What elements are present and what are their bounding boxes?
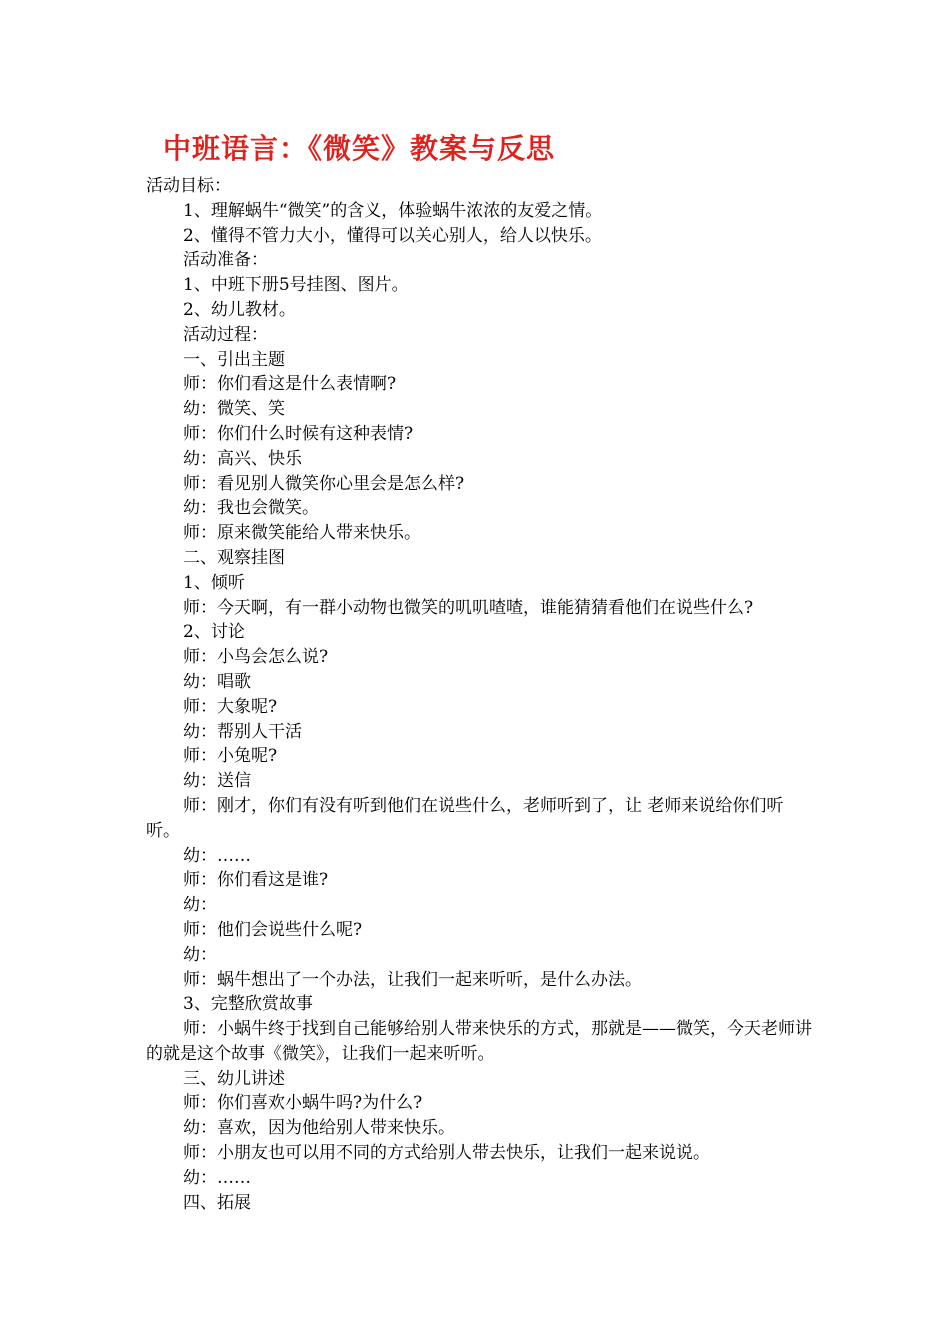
text-line: 师：你们什么时候有这种表情? bbox=[183, 423, 414, 444]
text-line: 活动过程： bbox=[183, 324, 268, 345]
text-line: 师：你们看这是谁? bbox=[183, 870, 329, 891]
text-line: 师：看见别人微笑你心里会是怎么样? bbox=[183, 473, 465, 494]
text-line: 幼：送信 bbox=[183, 771, 251, 792]
text-line: 师：他们会说些什么呢? bbox=[183, 919, 363, 940]
text-line: 幼：我也会微笑。 bbox=[183, 498, 319, 519]
text-line: 活动准备： bbox=[183, 250, 268, 271]
document-title: 中班语言：《微笑》教案与反思 bbox=[163, 132, 556, 165]
text-line: 幼：喜欢，因为他给别人带来快乐。 bbox=[183, 1118, 455, 1139]
text-line: 师：小蜗牛终于找到自己能够给别人带来快乐的方式，那就是——微笑，今天老师讲的就是这个故事《微笑》，让我们一起来听听。 bbox=[146, 1019, 812, 1064]
text-line: 师：你们看这是什么表情啊? bbox=[183, 374, 397, 395]
text-line: 1、倾听 bbox=[183, 572, 245, 593]
text-line: 三、幼儿讲述 bbox=[183, 1068, 285, 1089]
text-line: 幼：帮别人干活 bbox=[183, 721, 302, 742]
text-line: 一、引出主题 bbox=[183, 349, 285, 370]
text-line: 2、讨论 bbox=[183, 622, 245, 643]
text-line: 3、完整欣赏故事 bbox=[183, 994, 313, 1015]
text-line: 幼： bbox=[183, 944, 217, 965]
text-line: 四、拓展 bbox=[183, 1192, 251, 1213]
text-line: 2、懂得不管力大小，懂得可以关心别人，给人以快乐。 bbox=[183, 225, 602, 246]
text-line: 师：大象呢? bbox=[183, 696, 278, 717]
document-body bbox=[146, 174, 814, 1215]
text-line: 二、观察挂图 bbox=[183, 547, 285, 568]
text-line: 师：今天啊，有一群小动物也微笑的叽叽喳喳，谁能猜猜看他们在说些什么? bbox=[183, 597, 754, 618]
text-line: 2、幼儿教材。 bbox=[183, 299, 296, 320]
text-line: 幼：…… bbox=[183, 1167, 251, 1188]
text-line: 师：你们喜欢小蜗牛吗?为什么? bbox=[183, 1093, 423, 1114]
text-line: 活动目标： bbox=[146, 176, 231, 196]
text-line: 师：小鸟会怎么说? bbox=[183, 647, 329, 668]
text-line: 1、中班下册5号挂图、图片。 bbox=[183, 275, 409, 296]
text-line: 幼：高兴、快乐 bbox=[183, 448, 302, 469]
text-line: 师：小兔呢? bbox=[183, 746, 278, 767]
text-line: 师：刚才，你们有没有听到他们在说些什么，老师听到了，让 老师来说给你们听听。 bbox=[146, 795, 784, 841]
text-line: 师：蜗牛想出了一个办法，让我们一起来听听，是什么办法。 bbox=[183, 969, 642, 990]
text-line: 1、理解蜗牛“微笑”的含义，体验蜗牛浓浓的友爱之情。 bbox=[183, 200, 603, 221]
text-line: 幼：微笑、笑 bbox=[183, 399, 285, 420]
text-line: 幼：唱歌 bbox=[183, 671, 251, 692]
text-line: 师：小朋友也可以用不同的方式给别人带去快乐，让我们一起来说说。 bbox=[183, 1143, 710, 1164]
text-line: 幼： bbox=[183, 895, 217, 916]
text-line: 幼：…… bbox=[183, 845, 251, 866]
text-line: 师：原来微笑能给人带来快乐。 bbox=[183, 523, 421, 544]
